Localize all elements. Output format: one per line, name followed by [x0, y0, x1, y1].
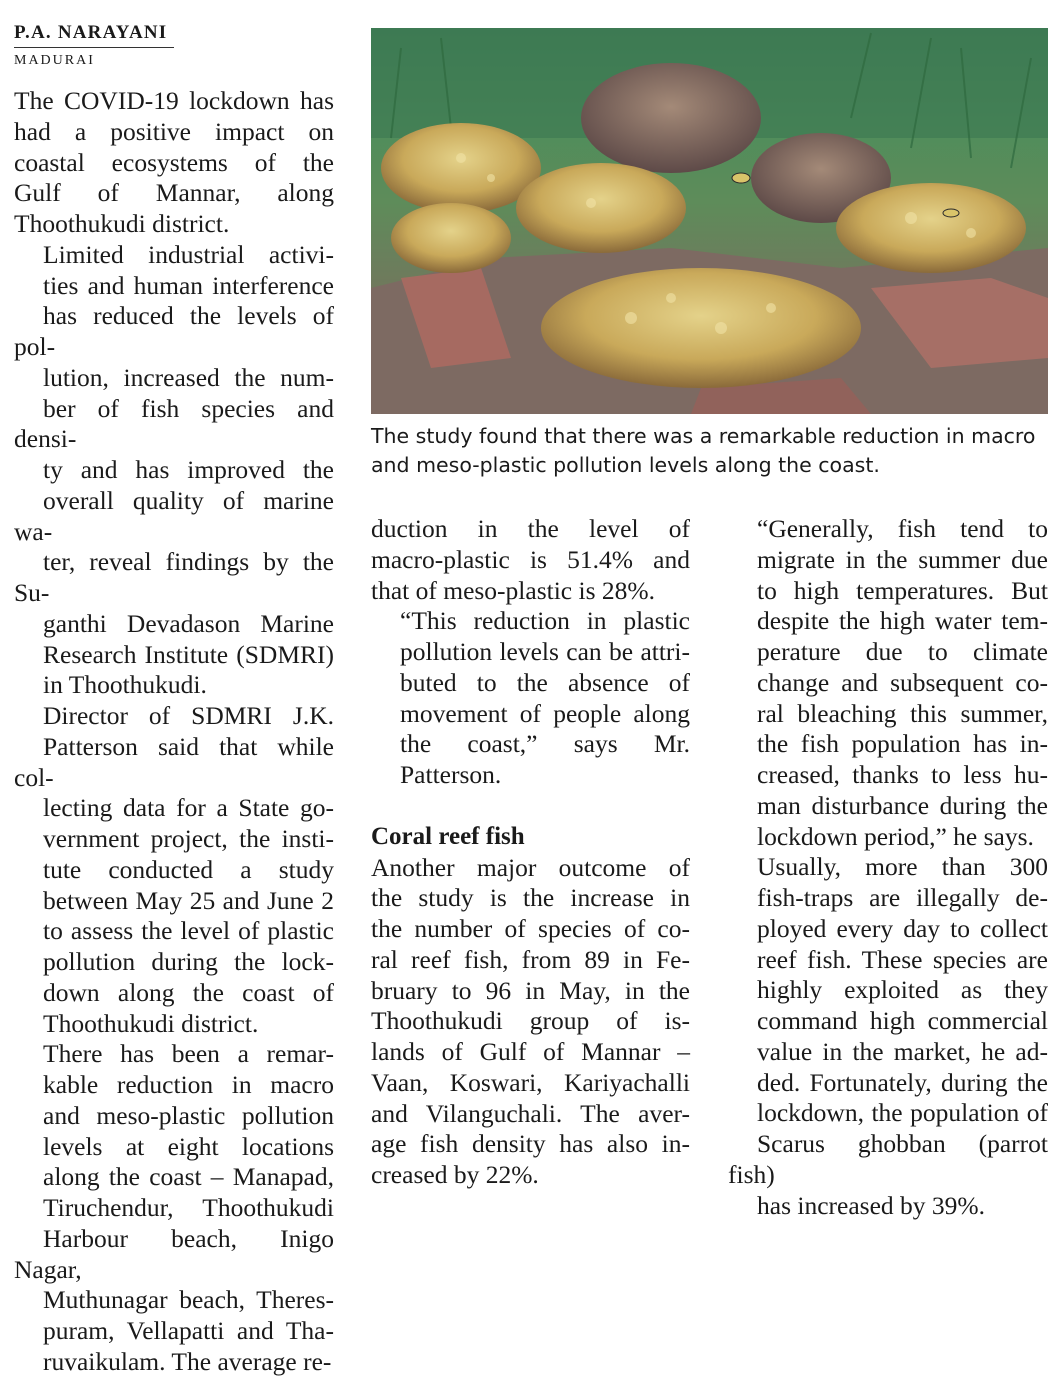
text-line: levels at eight locations	[43, 1131, 334, 1161]
text-line: Tiruchendur, Thoothukudi	[43, 1193, 334, 1222]
text-line: Scarus ghobban (parrot fish)	[728, 1129, 1048, 1189]
text-line: reef fish. These species are	[757, 944, 1048, 974]
text-line: creased, thanks to less hu-	[757, 760, 1048, 789]
text-line: to assess the level of plastic	[43, 916, 334, 946]
text-line: There has been a remar-	[43, 1039, 334, 1069]
text-line: The COVID-19 lockdown has	[14, 86, 334, 115]
right-column	[728, 514, 1048, 1221]
text-line: Thoothukudi district.	[43, 1008, 259, 1038]
middle-column	[371, 514, 690, 1191]
text-line: ber of fish species and densi-	[14, 393, 334, 454]
byline-author: P.A. NARAYANI	[14, 22, 168, 43]
text-line: overall quality of marine wa-	[14, 485, 334, 546]
text-line: lution, increased the num-	[43, 362, 334, 392]
text-line: ruvaikulam. The average re-	[43, 1346, 332, 1376]
left-column	[14, 86, 334, 1378]
text-line: “Generally, fish tend to	[757, 514, 1048, 543]
text-line: bruary to 96 in May, in the	[371, 975, 690, 1005]
text-line: ter, reveal findings by the Su-	[14, 547, 334, 607]
text-line: lecting data for a State go-	[43, 793, 334, 823]
coral-reef-photo	[371, 28, 1048, 414]
text-line: man disturbance during the	[757, 790, 1048, 820]
text-line: migrate in the summer due	[757, 544, 1048, 574]
text-line: puram, Vellapatti and Tha-	[43, 1316, 334, 1345]
text-line: age fish density has also in-	[371, 1129, 690, 1159]
paragraph	[14, 701, 334, 1039]
text-line: ty and has improved the	[43, 455, 334, 484]
text-line: lockdown, the population of	[757, 1098, 1048, 1128]
paragraph	[728, 514, 1048, 852]
text-line: Director of SDMRI J.K.	[43, 701, 334, 730]
text-line: ties and human interference	[43, 270, 334, 300]
coral-reef-illustration	[371, 28, 1048, 414]
paragraph	[14, 1039, 334, 1377]
text-line: kable reduction in macro	[43, 1070, 334, 1099]
text-line: Patterson said that while col-	[14, 731, 334, 792]
text-line: Thoothukudi district.	[14, 209, 230, 238]
text-line: Muthunagar beach, Theres-	[43, 1285, 334, 1315]
text-line: coastal ecosystems of the	[14, 147, 334, 177]
byline-place: MADURAI	[14, 53, 95, 68]
text-line: pollution levels can be attri-	[400, 637, 690, 666]
paragraph	[14, 86, 334, 240]
paragraph	[728, 852, 1048, 1221]
text-line: ganthi Devadason Marine	[43, 608, 334, 638]
text-line: ded. Fortunately, during the	[757, 1067, 1048, 1097]
text-line: the number of species of co-	[371, 914, 690, 943]
text-line: vernment project, the insti-	[43, 824, 334, 853]
text-line: buted to the absence of	[400, 667, 690, 697]
text-line: Thoothukudi group of is-	[371, 1006, 690, 1036]
subheading: Coral reef fish	[371, 822, 525, 850]
paragraph	[371, 853, 690, 1191]
text-line: Limited industrial activi-	[43, 239, 334, 269]
text-line: and meso-plastic pollution	[43, 1100, 334, 1130]
text-line: has increased by 39%.	[757, 1190, 986, 1220]
spacer	[371, 791, 690, 822]
text-line: duction in the level of	[371, 514, 690, 543]
text-line: lockdown period,” he says.	[757, 821, 1034, 851]
paragraph	[371, 606, 690, 791]
photo-caption: The study found that there was a remarkable reduction in macro and meso-plastic pollution levels along the coast.	[371, 424, 1036, 477]
text-line: Research Institute (SDMRI)	[43, 639, 334, 669]
text-line: along the coast – Manapad,	[43, 1162, 334, 1192]
text-line: pollution during the lock-	[43, 947, 334, 976]
text-line: the coast,” says Mr.	[400, 729, 690, 759]
text-line: ployed every day to collect	[757, 913, 1048, 943]
text-line: creased by 22%.	[371, 1160, 539, 1189]
text-line: Patterson.	[400, 760, 502, 789]
text-line: ral reef fish, from 89 in Fe-	[371, 944, 690, 974]
text-line: Harbour beach, Inigo Nagar,	[14, 1223, 334, 1284]
text-line: has reduced the levels of pol-	[14, 301, 334, 361]
text-line: in Thoothukudi.	[43, 670, 207, 700]
byline-rule	[14, 47, 174, 48]
text-line: ral bleaching this summer,	[757, 698, 1048, 728]
text-line: despite the high water tem-	[757, 606, 1048, 636]
text-line: Usually, more than 300	[757, 852, 1048, 882]
text-line: Another major outcome of	[371, 852, 690, 882]
text-line: fish-traps are illegally de-	[757, 883, 1048, 912]
text-line: movement of people along	[400, 698, 690, 728]
text-line: perature due to climate	[757, 637, 1048, 666]
text-line: Vaan, Koswari, Kariyachalli	[371, 1067, 690, 1097]
text-line: “This reduction in plastic	[400, 606, 690, 636]
text-line: had a positive impact on	[14, 116, 334, 146]
text-line: command high commercial	[757, 1006, 1048, 1035]
text-line: down along the coast of	[43, 977, 334, 1007]
text-line: lands of Gulf of Mannar –	[371, 1037, 690, 1066]
text-line: and Vilanguchali. The aver-	[371, 1098, 690, 1128]
text-line: to high temperatures. But	[757, 575, 1048, 605]
paragraph	[14, 240, 334, 701]
text-line: Gulf of Mannar, along	[14, 178, 334, 208]
text-line: value in the market, he ad-	[757, 1036, 1048, 1066]
text-line: that of meso-plastic is 28%.	[371, 575, 655, 605]
text-line: macro-plastic is 51.4% and	[371, 544, 690, 574]
text-line: the fish population has in-	[757, 729, 1048, 759]
text-line: tute conducted a study	[43, 854, 334, 884]
paragraph	[371, 514, 690, 606]
text-line: highly exploited as they	[757, 975, 1048, 1005]
text-line: change and subsequent co-	[757, 667, 1048, 697]
text-line: between May 25 and June 2	[43, 885, 334, 915]
text-line: the study is the increase in	[371, 883, 690, 913]
